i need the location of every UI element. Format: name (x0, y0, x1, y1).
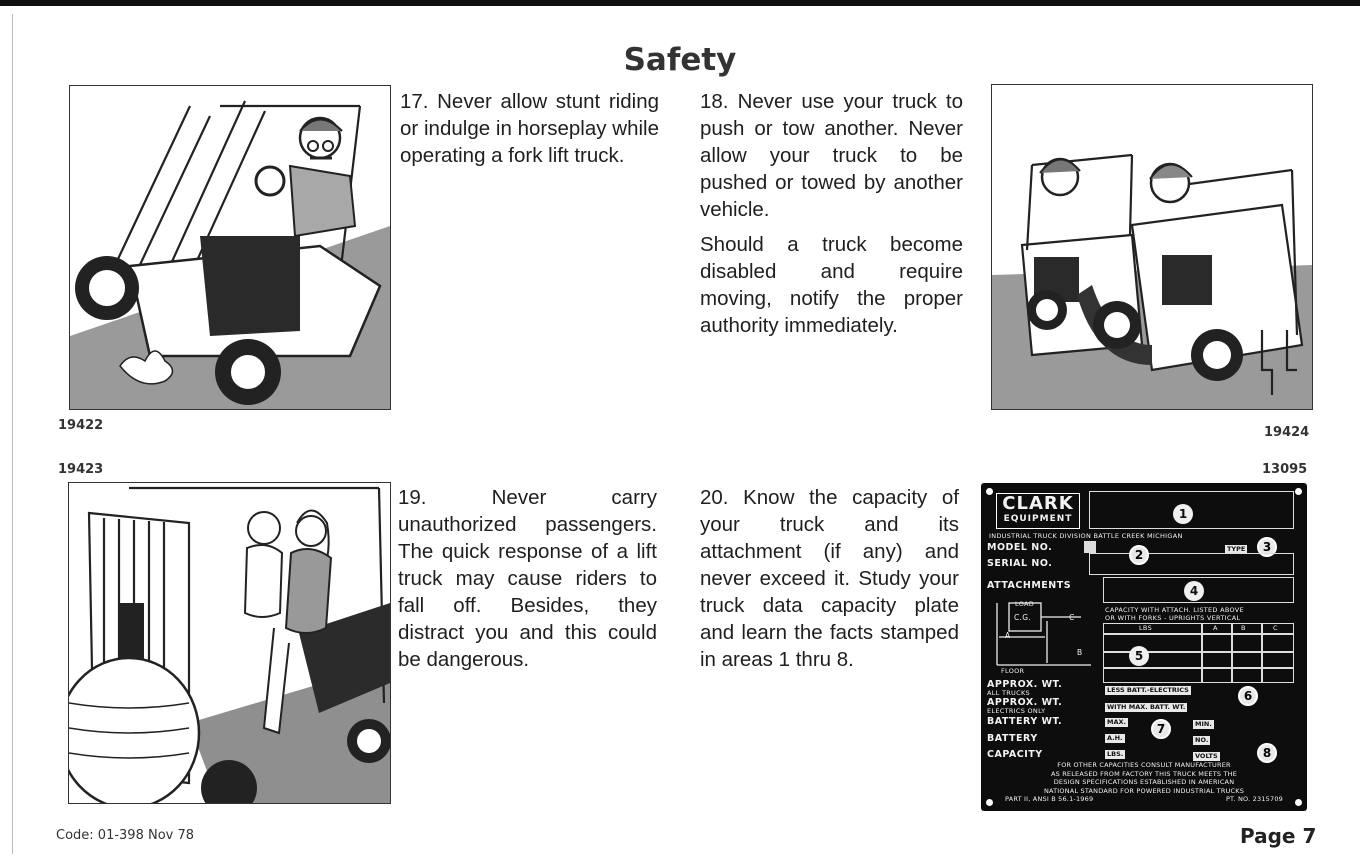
col-header-c: C (1273, 624, 1278, 632)
table-rule (1201, 623, 1203, 683)
item-18-followup: Should a truck become disabled and require moving, notify the proper authority immediately. (700, 233, 963, 337)
battery-label: BATTERY (987, 733, 1038, 744)
fine-print-line: DESIGN SPECIFICATIONS ESTABLISHED IN AMERICAN (1053, 778, 1235, 786)
volts-label: VOLTS (1195, 752, 1218, 760)
plate-division-text: INDUSTRIAL TRUCK DIVISION BATTLE CREEK MICHIGAN (989, 532, 1183, 540)
fine-print-line: FOR OTHER CAPACITIES CONSULT MANUFACTURER (1057, 761, 1231, 769)
clark-logo (996, 493, 1080, 529)
part-number: PT. NO. 2315709 (1225, 795, 1283, 803)
table-rule (1103, 633, 1294, 635)
ah-label: A.H. (1107, 734, 1123, 742)
lbs-label: LBS. (1107, 750, 1124, 758)
safety-item-20 (700, 484, 959, 681)
page-number: Page 7 (1240, 824, 1317, 848)
table-rule (1261, 623, 1263, 683)
b-dim-label: B (1077, 648, 1083, 657)
illustration-pushing-trucks (991, 84, 1313, 410)
stunt-forklift-drawing (70, 86, 390, 409)
fine-print-line (995, 795, 1293, 804)
floor-label: FLOOR (1001, 667, 1025, 675)
page-margin-line (12, 14, 13, 854)
safety-item-18 (700, 88, 963, 347)
rivet-hole (986, 488, 993, 495)
logo-bottom-text: EQUIPMENT (1003, 514, 1073, 524)
footer-code: Code: 01-398 Nov 78 (56, 828, 195, 843)
capacity-note-line-1: CAPACITY WITH ATTACH. LISTED ABOVE (1105, 606, 1244, 614)
table-rule (1231, 623, 1233, 683)
area-marker-6: 6 (1238, 686, 1258, 706)
area-marker-5: 5 (1129, 646, 1149, 666)
safety-item-19 (398, 484, 657, 681)
fine-print-line: NATIONAL STANDARD FOR POWERED INDUSTRIAL TRUCKS (1043, 786, 1245, 795)
capacity-label: CAPACITY (987, 749, 1043, 760)
approx-wt-label-2: APPROX. WT. (987, 697, 1063, 708)
less-batt-label: LESS BATT.-ELECTRICS (1107, 686, 1189, 694)
max-label: MAX. (1107, 718, 1126, 726)
area-marker-2: 2 (1129, 545, 1149, 565)
plate-type-label: TYPE (1227, 545, 1246, 553)
table-rule (1103, 667, 1294, 669)
ansi-reference: PART II, ANSI B 56.1-1969 (1005, 795, 1094, 803)
item-18-text: 18. Never use your truck to push or tow another. Never allow your truck to be pushed or towed by another vehicle. (700, 90, 963, 221)
safety-item-17 (400, 88, 659, 177)
item-20-text: 20. Know the capacity of your truck and its attachment (if any) and never exceed it. Study your truck data capacity plate and learn the facts stamped in areas 1 thru 8. (700, 486, 959, 671)
area-marker-3: 3 (1257, 537, 1277, 557)
c-dim-label: C (1069, 613, 1075, 622)
capacity-data-plate (981, 483, 1307, 811)
logo-top-text: CLARK (1002, 493, 1074, 514)
rivet-hole (1295, 799, 1302, 806)
col-header-lbs: LBS (1139, 624, 1152, 632)
min-label: MIN. (1195, 720, 1212, 728)
rivet-hole (1295, 488, 1302, 495)
plate-model-label: MODEL NO. (987, 542, 1053, 553)
no-label: NO. (1195, 736, 1209, 744)
figure-number: 19422 (58, 418, 104, 433)
all-trucks-label: ALL TRUCKS (987, 689, 1030, 697)
load-label: LOAD (1015, 600, 1035, 608)
plate-fine-print (995, 761, 1293, 804)
approx-wt-label-1: APPROX. WT. (987, 679, 1063, 690)
page-title: Safety (623, 42, 737, 78)
pushing-trucks-drawing (992, 85, 1312, 409)
illustration-stunt-riding (69, 85, 391, 410)
rivet-hole (986, 799, 993, 806)
area-marker-1: 1 (1173, 504, 1193, 524)
illustration-passengers (68, 482, 391, 804)
col-header-b: B (1241, 624, 1246, 632)
figure-number: 19424 (1264, 425, 1310, 440)
passengers-drawing (69, 483, 390, 803)
figure-number: 13095 (1262, 462, 1308, 477)
col-header-a: A (1213, 624, 1218, 632)
fine-print-line: AS RELEASED FROM FACTORY THIS TRUCK MEETS THE (1050, 769, 1238, 778)
area-marker-7: 7 (1151, 719, 1171, 739)
figure-number: 19423 (58, 462, 104, 477)
item-17-text: 17. Never allow stunt riding or indulge in horseplay while operating a fork lift truck. (400, 90, 659, 167)
plate-serial-label: SERIAL NO. (987, 558, 1053, 569)
electrics-only-label: ELECTRICS ONLY (987, 707, 1046, 715)
with-max-batt-label: WITH MAX. BATT. WT. (1107, 703, 1186, 711)
item-19-text: 19. Never carry unauthorized passengers. The quick response of a lift truck may cause riders to fall off. Besides, they distract you and this could be dangerous. (398, 486, 657, 671)
model-box (1084, 541, 1096, 553)
area-marker-4: 4 (1184, 581, 1204, 601)
capacity-note-line-2: OR WITH FORKS - UPRIGHTS VERTICAL (1105, 614, 1241, 622)
top-edge-bar (0, 0, 1360, 6)
plate-attachments-label: ATTACHMENTS (987, 580, 1072, 591)
serial-box (1089, 553, 1294, 575)
a-dim-label: A (1005, 631, 1011, 640)
cg-label: C.G. (1014, 613, 1032, 622)
area-marker-8: 8 (1257, 743, 1277, 763)
battery-wt-label: BATTERY WT. (987, 716, 1063, 727)
